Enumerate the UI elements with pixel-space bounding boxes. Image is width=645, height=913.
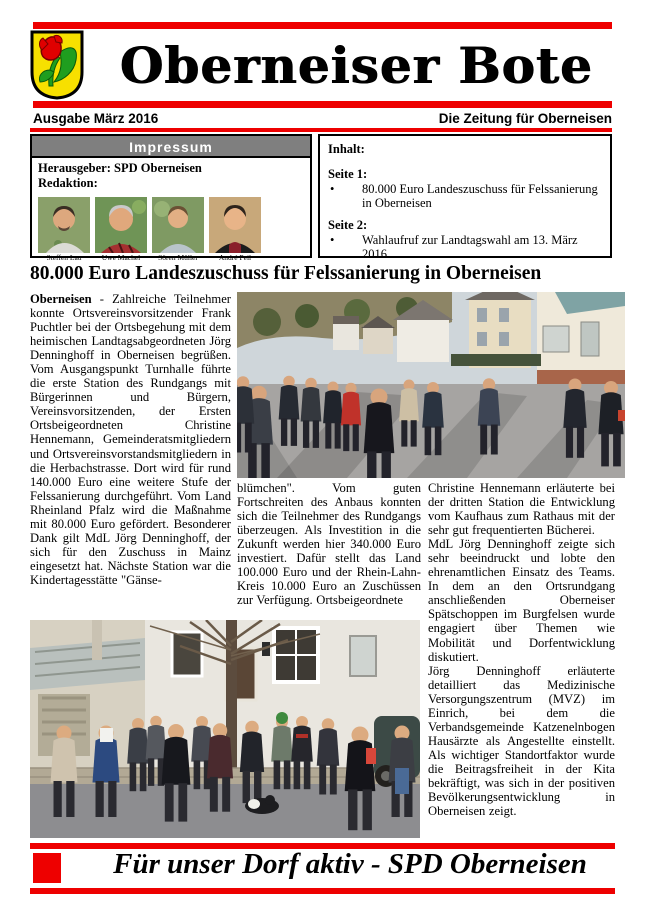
toc-item: [328, 233, 602, 261]
article-column-3: [428, 481, 615, 818]
masthead-bottom-rule: [33, 101, 612, 108]
column-3-paragraph-1: Christine Hennemann erläuterte bei der dritten Station die Entwicklung vom Kaufhaus zum Rathaus mit der sehr gut frequentierten Bücherei.: [428, 481, 615, 538]
editorial-label: Redaktion:: [38, 176, 98, 190]
editor-portraits: [32, 194, 310, 262]
footer-slogan: Für unser Dorf aktiv - SPD Oberneisen: [113, 848, 587, 880]
toc-header: Inhalt:: [328, 142, 365, 156]
impressum-publisher-line: [32, 158, 310, 194]
column-3-paragraph-2: MdL Jörg Denninghoff zeigte sich sehr beeindruckt und lobte den ehrenamtlichen Einsatz des Teams. In dem an den Ortsrundgang anschließenden Oberneiser Spätschoppen im Burgfelsen wurde engagiert über Themen wie Mobilität und Dorfentwicklung diskutiert.: [428, 537, 615, 664]
tagline: Die Zeitung für Oberneisen: [438, 111, 612, 126]
editor-name: Steffen Lau: [46, 253, 82, 262]
editor-name: Sören Müller: [158, 253, 198, 262]
editor-portrait: [95, 197, 147, 262]
table-of-contents-box: [318, 134, 612, 261]
dateline: Oberneisen: [30, 292, 92, 306]
column-2-text: blümchen". Vom guten Fortschreiten des Anbaus konnten sich die Teilnehmer des Rundgangs überzeugen. Als Investition in die Zukunft werden hier 340.000 Euro investiert. Dafür stellt das Land 100.000 Euro und der Rhein-Lahn-Kreis 10.000 Euro an Zuschüssen zur Verfügung. Ortsbeigeordnete: [237, 481, 421, 608]
footer-bottom-rule: [30, 888, 615, 894]
toc-item-text: Wahlaufruf zur Landtagswahl am 13. März 2016: [362, 233, 578, 261]
masthead-top-rule: [33, 22, 612, 29]
newsletter-title: Oberneiser Bote: [119, 36, 593, 95]
editor-portrait: [38, 197, 90, 262]
article-column-1: [30, 292, 231, 587]
issue-line: [33, 111, 612, 127]
impressum-header: Impressum: [32, 136, 310, 158]
impressum-box: [30, 134, 312, 262]
bullet: •: [330, 182, 335, 196]
red-square-mark: [33, 853, 61, 883]
publisher-label: Herausgeber:: [38, 161, 111, 175]
editor-portrait: [209, 197, 261, 262]
issue-date: Ausgabe März 2016: [33, 111, 159, 126]
ortsbegehung-photo-street-group: [30, 620, 420, 838]
editor-name: Uwe Machel: [101, 253, 141, 262]
dateline-separator: -: [91, 292, 113, 306]
bullet: •: [330, 233, 335, 247]
toc-item: [328, 182, 602, 210]
header-divider-rule: [30, 128, 612, 132]
ortsbegehung-photo-village-square: [237, 292, 625, 478]
publisher-value: SPD Oberneisen: [114, 161, 202, 175]
coat-of-arms-logo: [30, 30, 84, 100]
toc-section-label: Seite 1:: [328, 167, 368, 181]
editor-name: André Peil: [218, 253, 252, 262]
editor-portrait: [152, 197, 204, 262]
column-1-text: Zahlreiche Teilnehmer konnte Ortsvereinsvorsitzender Frank Puchtler bei der Ortsbegehung mit dem heimischen Landtagsabgeordneten Jörg Denninghoff in Oberneisen begrüßen. Vom Ausgangspunkt Turnhalle führte die erste Station des Rundgangs mit Bürgerinnen und Bürgern, Vereinsvorsitzenden, der Ersten Ortsbeigeordneten Christine Hennemann, Gemeinderatsmitgliedern und Ortsvereinsvorstandsmitgliedern in die Herbachstrasse. Dort wird für rund 140.000 Euro eine weitere Stufe der Felssanierung durchgeführt. Vom Land Rheinland Pfalz wird die Maßnahme mit 80.000 Euro gefördert. Besonderer Dank gilt MdL Jörg Denninghoff, der sich für den Zuschuss in Mainz eingesetzt hat. Nächste Station war die Kindertagesstätte "Gänse-: [30, 292, 231, 587]
article-headline: 80.000 Euro Landeszuschuss für Felssanierung in Oberneisen: [30, 263, 542, 284]
toc-item-text: 80.000 Euro Landeszuschuss für Felssanierung in Oberneisen: [362, 182, 598, 210]
toc-section-label: Seite 2:: [328, 218, 368, 232]
article-column-2: [237, 481, 421, 607]
column-3-paragraph-3: Jörg Denninghoff erläuterte detailliert das Medizinische Versorgungszentrum (MVZ) im Einrich, bei dem die Verbandsgemeinde Katzenelnbogen Hausärzte als Angestellte einstellt. Als wichtiger Standortfaktor wurde die Beitragsfreiheit in der Kita bekräftigt, was sich in der positiven Bevölkerungsentwicklung in Oberneisen zeigt.: [428, 663, 615, 819]
